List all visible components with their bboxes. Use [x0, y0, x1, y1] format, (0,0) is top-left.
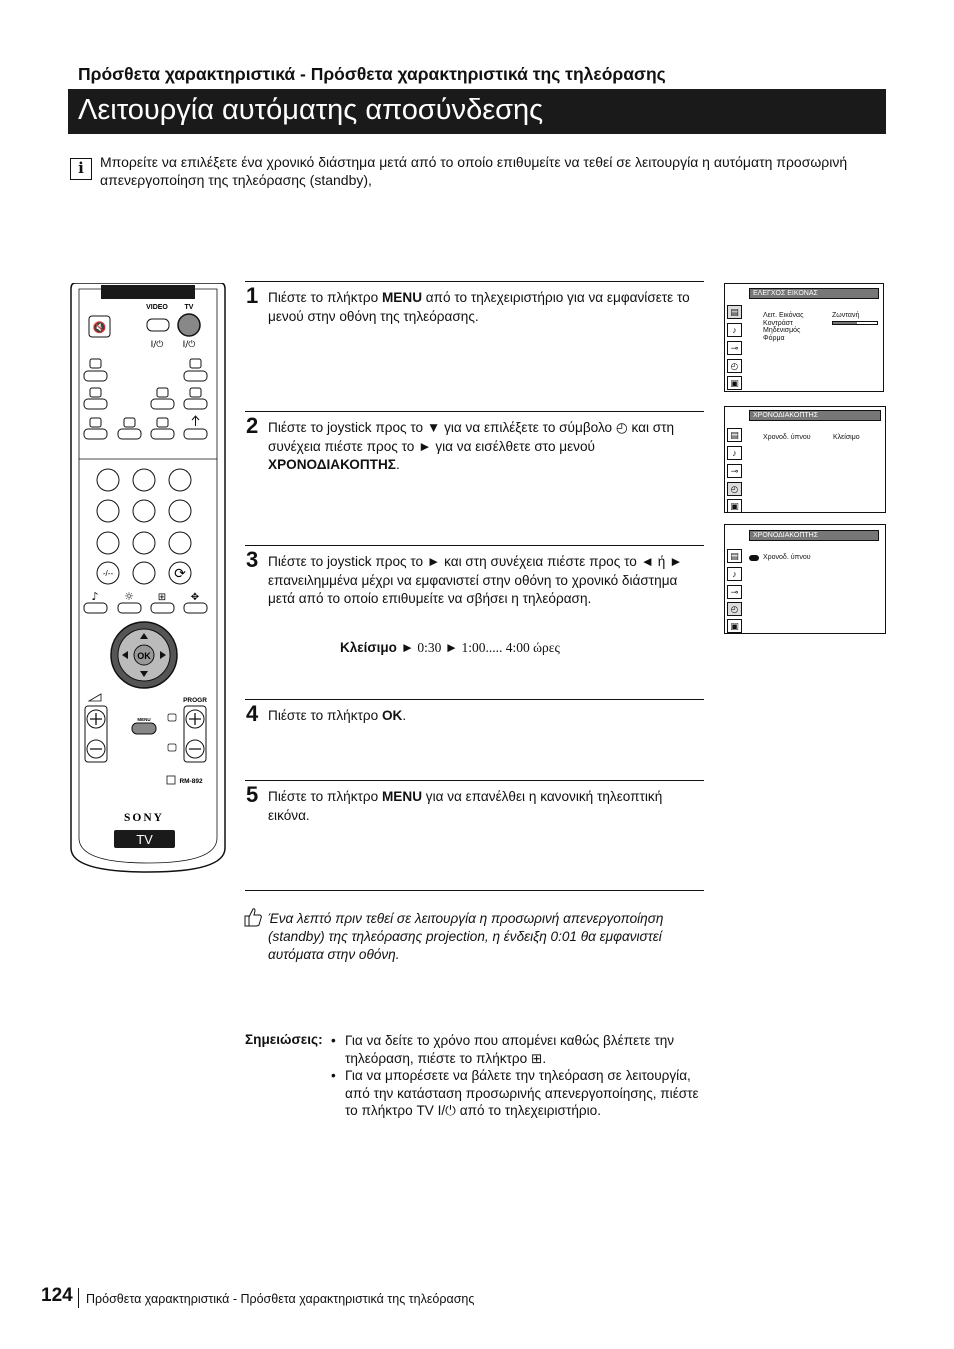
osd-item: Χρονοδ. ύπνου — [763, 434, 811, 441]
input-icon: ⊸ — [727, 585, 742, 599]
step-1-text: Πιέστε το πλήκτρο MENU από το τηλεχειριστήριο για να εμφανίσετε το μενού στην οθόνη της τηλεόρασης. — [268, 290, 690, 324]
step-number: 2 — [246, 413, 259, 438]
tv-badge: TV — [136, 832, 153, 847]
model-label: RM-892 — [179, 778, 203, 785]
picture-icon: ▤ — [727, 305, 742, 319]
step-2-text: Πιέστε το joystick προς το ▼ για να επιλέξετε το σύμβολο ◴ και στη συνέχεια πιέστε προς το ► για να εισέλθετε στο μενού ΧΡΟΝΟΔΙΑΚΟΠΤΗΣ. — [268, 420, 675, 472]
section-header: Πρόσθετα χαρακτηριστικά - Πρόσθετα χαρακτηριστικά της τηλεόρασης — [78, 64, 666, 84]
timer-sequence: ► 0:30 ► 1:00..... 4:00 ώρες — [400, 640, 560, 655]
footer-divider — [78, 1288, 79, 1308]
osd-item: Λειτ. Εικόνας — [763, 312, 804, 319]
svg-text:⊞: ⊞ — [157, 592, 167, 603]
osd-header: ΧΡΟΝΟΔΙΑΚΟΠΤΗΣ — [749, 530, 879, 541]
sony-logo: SONY — [124, 812, 164, 824]
thumbs-up-icon — [243, 906, 263, 928]
note-icon: ♪ — [727, 446, 742, 460]
osd-value: Κλείσιμο — [833, 434, 860, 441]
note-icon: ♪ — [727, 323, 742, 337]
toolbox-icon: ▣ — [727, 619, 742, 633]
osd-header: ΧΡΟΝΟΔΙΑΚΟΠΤΗΣ — [749, 410, 881, 421]
step-divider — [245, 699, 704, 700]
osd-item: Κοντράστ — [763, 319, 793, 327]
step-5-text: Πιέστε το πλήκτρο MENU για να επανέλθει η κανονική τηλεοπτική εικόνα. — [268, 789, 663, 823]
input-icon: ⊸ — [727, 464, 742, 478]
info-icon: i — [70, 158, 92, 180]
footer-text: Πρόσθετα χαρακτηριστικά - Πρόσθετα χαρακτηριστικά της τηλεόρασης — [86, 1292, 475, 1306]
remote-control-illustration — [69, 283, 227, 875]
osd-cursor — [749, 555, 759, 561]
toolbox-icon: ▣ — [727, 376, 742, 390]
tip-text: Ένα λεπτό πριν τεθεί σε λειτουργία η προσωρινή απενεργοποίηση (standby) της τηλεόρασης projection, η ένδειξη 0:01 θα εμφανιστεί αυτόματα στην οθόνη. — [268, 911, 664, 962]
step-number: 1 — [246, 283, 259, 308]
notes-label: Σημειώσεις: — [245, 1032, 323, 1047]
page-number: 124 — [41, 1285, 73, 1306]
picture-icon: ▤ — [727, 428, 742, 442]
osd-item: Μηδενισμός — [763, 327, 801, 334]
video-power-label: I/⏻ — [150, 340, 164, 350]
step-divider — [245, 411, 704, 412]
svg-text:✥: ✥ — [190, 592, 200, 603]
osd-item: Φόρμα — [763, 334, 785, 342]
step-number: 5 — [246, 782, 259, 807]
note-item: • Για να δείτε το χρόνο που απομένει καθώς βλέπετε την τηλεόραση, πιέστε το πλήκτρο ⊞. — [331, 1032, 706, 1067]
svg-text:♪: ♪ — [91, 590, 99, 603]
note-item: • Για να μπορέσετε να βάλετε την τηλεόραση σε λειτουργία, από την κατάσταση προσωρινής απενεργοποίησης, πιέστε το πλήκτρο TV I/⏻ από το τηλεχειριστήριο. — [331, 1067, 706, 1120]
osd-contrast-bar — [832, 321, 878, 325]
menu-label: MENU — [137, 717, 151, 722]
step-number: 4 — [246, 701, 259, 726]
osd-header: ΕΛΕΓΧΟΣ ΕΙΚΟΝΑΣ — [749, 288, 879, 299]
note-icon: ♪ — [727, 567, 742, 581]
step-4-text: Πιέστε το πλήκτρο OK. — [268, 708, 407, 723]
osd-value: Ζωντανή — [832, 312, 860, 319]
svg-text:⟳: ⟳ — [174, 566, 186, 582]
toolbox-icon: ▣ — [727, 499, 742, 513]
ok-label: OK — [137, 651, 151, 661]
clock-icon: ◴ — [727, 482, 742, 496]
dash-label: -/-- — [102, 569, 114, 578]
clock-icon: ◴ — [727, 602, 742, 616]
step-divider — [245, 281, 704, 282]
step-3-text: Πιέστε το joystick προς το ► και στη συνέχεια πιέστε προς το ◄ ή ► επανειλημμένα μέχρι να εμφανιστεί στην οθόνη το χρονικό διάστημα μετά από το οποίο επιθυμείτε να σβήσει η τηλεόραση. — [268, 554, 683, 606]
progr-label: PROGR — [183, 697, 207, 704]
osd-timer-menu — [724, 406, 886, 513]
osd-timer-submenu — [724, 524, 886, 634]
timer-off-label: Κλείσιμο — [340, 640, 397, 655]
timer-options — [340, 640, 560, 656]
osd-item: Χρονοδ. ύπνου — [763, 554, 811, 561]
notes-list — [331, 1032, 706, 1120]
osd-picture-control — [724, 283, 884, 392]
clock-icon: ◴ — [727, 359, 742, 373]
tv-power-label: I/⏻ — [182, 340, 196, 350]
step-divider — [245, 780, 704, 781]
page-title: Λειτουργία αυτόματης αποσύνδεσης — [68, 89, 886, 134]
tip-divider — [245, 890, 704, 891]
svg-text:☼: ☼ — [124, 590, 134, 603]
step-number: 3 — [246, 547, 259, 572]
intro-text: Μπορείτε να επιλέξετε ένα χρονικό διάστημα μετά από το οποίο επιθυμείτε να τεθεί σε λειτουργία η αυτόματη προσωρινή απενεργοποίηση της τηλεόρασης (standby), — [100, 154, 848, 188]
input-icon: ⊸ — [727, 341, 742, 355]
step-divider — [245, 545, 704, 546]
video-label: VIDEO — [146, 304, 168, 311]
tv-label: TV — [184, 304, 194, 311]
picture-icon: ▤ — [727, 549, 742, 563]
svg-text:🔇: 🔇 — [92, 321, 107, 334]
